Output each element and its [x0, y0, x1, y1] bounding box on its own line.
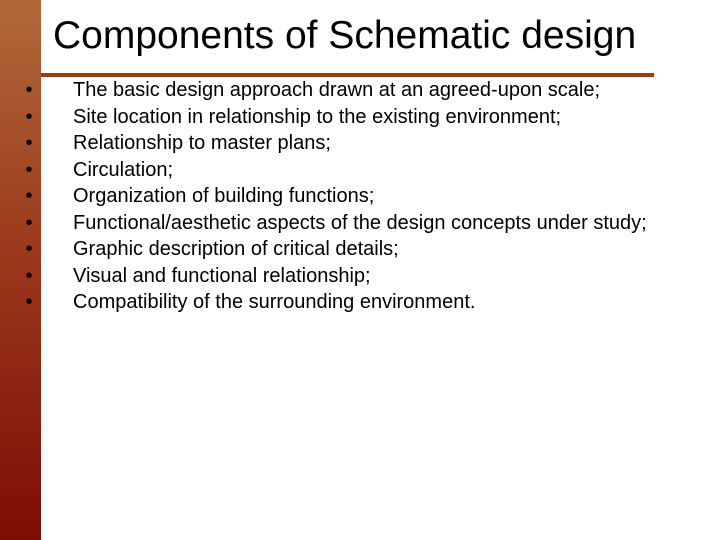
bullet-icon: • — [25, 79, 33, 101]
bullet-item — [23, 157, 703, 184]
bullet-item — [23, 236, 703, 263]
bullet-icon: • — [25, 158, 33, 181]
bullet-icon: • — [25, 185, 33, 207]
bullet-text: Visual and functional relationship; — [73, 264, 371, 287]
slide-title: Components of Schematic design — [53, 14, 637, 57]
bullet-icon: • — [25, 105, 33, 128]
bullet-icon: • — [25, 211, 33, 234]
bullet-text: Compatibility of the surrounding environment. — [73, 291, 476, 313]
bullet-text: Site location in relationship to the existing environment; — [73, 105, 562, 128]
bullet-item — [23, 130, 703, 157]
bullet-item — [23, 104, 703, 131]
bullet-text: Circulation; — [73, 158, 174, 181]
bullet-item — [23, 77, 703, 104]
bullet-text: Relationship to master plans; — [73, 132, 331, 154]
bullet-item — [23, 183, 703, 210]
bullet-icon: • — [25, 238, 33, 260]
bullet-text: Functional/aesthetic aspects of the design concepts under study; — [73, 211, 647, 234]
bullet-icon: • — [25, 291, 33, 313]
bullet-icon: • — [25, 132, 33, 154]
bullet-item — [23, 289, 703, 316]
bullet-text: Graphic description of critical details; — [73, 238, 399, 260]
bullet-item — [23, 210, 703, 237]
bullet-list — [23, 77, 703, 316]
bullet-text: The basic design approach drawn at an agreed-upon scale; — [73, 79, 601, 101]
bullet-icon: • — [25, 264, 33, 287]
bullet-text: Organization of building functions; — [73, 185, 375, 207]
bullet-item — [23, 263, 703, 290]
